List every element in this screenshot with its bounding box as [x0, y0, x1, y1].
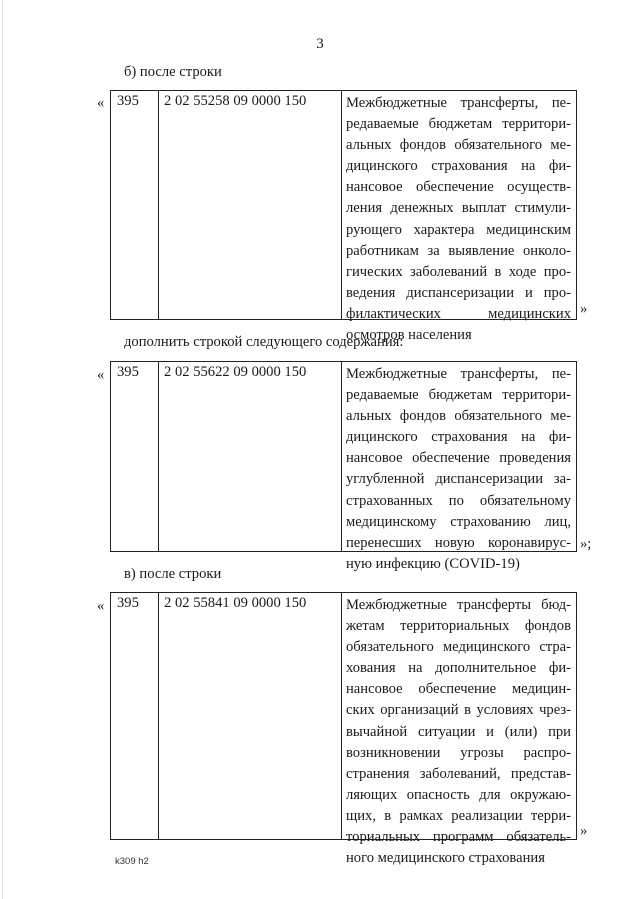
description-line: альных фондов обязательного ме- [346, 137, 571, 154]
close-quote: » [580, 823, 588, 839]
description-line: углубленной диспансеризации за- [346, 471, 571, 488]
description-line: редаваемые бюджетам территори- [346, 116, 571, 133]
description-line: гических заболеваний в ходе про- [346, 263, 571, 280]
description-line: нансовое обеспечение осуществ- [346, 179, 571, 196]
page-number: 3 [316, 36, 324, 52]
description-line: страхованных по обязательному [346, 492, 571, 509]
code-cell: 395 [111, 91, 159, 319]
kbk-cell: 2 02 55622 09 0000 150 [159, 362, 342, 551]
open-quote: « [97, 367, 105, 383]
description-line: дицинского страхования на фи- [346, 429, 571, 446]
close-quote: »; [580, 536, 592, 552]
description-cell [342, 362, 576, 572]
description-line: ного медицинского страхования [346, 850, 545, 867]
description-line: работникам за выявление онколо- [346, 242, 571, 259]
description-line: филактических медицинских [346, 305, 571, 322]
code-cell: 395 [111, 362, 159, 551]
description-line: Межбюджетные трансферты бюд- [346, 597, 571, 613]
section-intro: в) после строки [124, 566, 222, 582]
section-intro: дополнить строкой следующего содержания: [124, 334, 404, 350]
close-quote: » [580, 301, 588, 317]
kbk-cell: 2 02 55258 09 0000 150 [159, 91, 342, 319]
description-line: ления денежных выплат стимули- [346, 200, 571, 217]
description-line: рующего характера медицинским [346, 221, 571, 238]
description-line: ведения диспансеризации и про- [346, 284, 571, 301]
page-edge [2, 0, 3, 899]
description-line: дицинского страхования на фи- [346, 158, 571, 175]
description-line: ториальных программ обязатель- [346, 829, 571, 846]
description-line: ских организаций в условиях чрез- [346, 702, 571, 719]
kbk-cell: 2 02 55841 09 0000 150 [159, 593, 342, 839]
footer-code: k309 h2 [115, 856, 149, 867]
description-cell [342, 593, 576, 867]
description-line: ную инфекцию (COVID-19) [346, 555, 520, 572]
description-line: вычайной ситуации и (или) при [346, 723, 571, 740]
description-line: хования на дополнительное фи- [346, 660, 571, 677]
open-quote: « [97, 95, 105, 111]
section-intro: б) после строки [124, 64, 222, 80]
description-line: медицинскому страхованию лиц, [346, 513, 571, 530]
budget-table [110, 361, 577, 572]
open-quote: « [97, 598, 105, 614]
description-line: редаваемые бюджетам территори- [346, 387, 571, 404]
description-line: нансовое обеспечение проведения [346, 450, 571, 467]
description-line: осмотров населения [346, 327, 472, 344]
description-line: ляющих опасность для окружаю- [346, 786, 571, 803]
description-line: Межбюджетные трансферты, пе- [346, 366, 571, 382]
code-cell: 395 [111, 593, 159, 839]
description-line: перенесших новую коронавирус- [346, 534, 571, 551]
description-line: жетам территориальных фондов [346, 618, 571, 635]
description-line: щих, в рамках реализации терри- [346, 807, 571, 824]
description-line: нансовое обеспечение медицин- [346, 681, 571, 698]
description-line: странения заболеваний, представ- [346, 765, 571, 782]
description-line: возникновении угрозы распро- [346, 744, 571, 761]
description-cell [342, 91, 576, 344]
description-line: альных фондов обязательного ме- [346, 408, 571, 425]
description-line: обязательного медицинского стра- [346, 639, 571, 656]
description-line: Межбюджетные трансферты, пе- [346, 95, 571, 111]
